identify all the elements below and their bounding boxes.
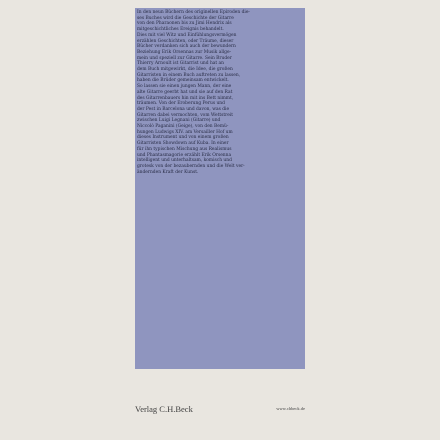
- blurb-line: mitgeschichtliches Ereignis behandelt.: [137, 27, 224, 33]
- blurb-line: dem Buch mitgewirkt, die Idee, die großen: [137, 67, 233, 73]
- blurb-line: Thierry Arnoult ist Gitarrist und hat an: [137, 61, 225, 67]
- blurb-line: träumen. Von der Eroberung Perus und: [137, 101, 225, 107]
- blurb-line: Gitarristen Showdown auf Kuba. In einer: [137, 141, 229, 147]
- blurb-line: des Gitarrenbauers hin mit ins Bett nimmt,: [137, 95, 234, 101]
- blurb-line: alte Gitarre geerbt hat und sie auf den Rat: [137, 89, 233, 95]
- blurb-line: hungen Ludwigs XIV. am Versailler Hof um: [137, 129, 233, 135]
- blurb-line: und Phantasmagorie erzählt Erik Orsenna: [137, 152, 232, 158]
- blurb-line: zwischen Luigi Legnani (Gitarre) und: [137, 118, 221, 124]
- blurb-line: Niccolò Paganini (Geige), von den Bemü-: [137, 124, 229, 130]
- blurb-line: Gitarristen in einem Buch auftreten zu lassen,: [137, 72, 241, 78]
- blurb-line: dieses Instrument und von einem großen: [137, 135, 229, 141]
- blurb-line: Beziehung Erik Orsennas zur Musik allge-: [137, 49, 232, 55]
- blurb-line: von den Pharaonen bis zu Jimi Hendrix als: [137, 21, 232, 27]
- blurb-line: In den neun Büchern des originellen Epiroden die-: [137, 10, 250, 15]
- blurb-line: grotesk von der bezaubernden und die Welt ver-: [137, 163, 245, 169]
- blurb-line: für ihn typischen Mischung aus Realismus: [137, 146, 232, 152]
- blurb-line: So lassen sie einen jungen Mann, der eine: [137, 84, 232, 90]
- publisher-name: Verlag C.H.Beck: [135, 404, 193, 414]
- blurb-line: mein und speziell zur Gitarre. Sein Bruder: [137, 55, 232, 61]
- blurb-line: der Pest in Barcelona und davon, was die: [137, 106, 230, 112]
- blurb-line: ses Buches wird die Geschichte der Gitarre: [137, 15, 234, 21]
- blurb-line: Gitarren dabei vermochten, vom Wettstreit: [137, 112, 234, 118]
- publisher-website: www.chbeck.de: [276, 406, 305, 411]
- blurb-line: erzählen Geschichten, oder Träume, dieser: [137, 38, 234, 44]
- blurb-line: haben die Brüder gemeinsam entwickelt.: [137, 78, 229, 84]
- blurb-text: [137, 10, 303, 175]
- publisher-footer: [135, 404, 305, 416]
- blurb-line: Dies mit viel Witz und Einfühlungsvermögen: [137, 32, 237, 38]
- blurb-line: ändernden Kraft der Kunst.: [137, 169, 199, 175]
- blurb-panel: [135, 8, 305, 369]
- blurb-line: intelligent und unterhaltsam, komisch und: [137, 158, 232, 164]
- blurb-line: Bücher verdanken sich auch der bewundern: [137, 44, 236, 50]
